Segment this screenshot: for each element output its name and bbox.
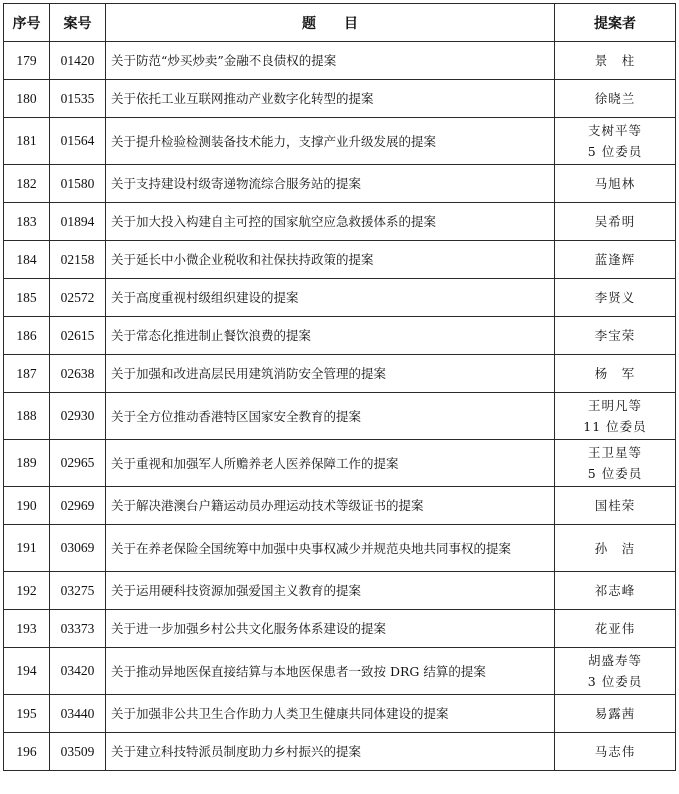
table-row: [4, 203, 676, 241]
proposer-cell: [555, 648, 676, 695]
case-cell: 03069: [50, 525, 106, 572]
table-row: [4, 648, 676, 695]
proposer-cell: [555, 118, 676, 165]
proposer-line: 杨 军: [594, 366, 636, 381]
proposer-cell: [555, 525, 676, 572]
case-cell: 02965: [50, 440, 106, 487]
table-row: [4, 572, 676, 610]
case-cell: 03275: [50, 572, 106, 610]
title-cell: 关于加强和改进高层民用建筑消防安全管理的提案: [106, 355, 555, 393]
case-cell: 01894: [50, 203, 106, 241]
table-row: [4, 42, 676, 80]
title-cell: 关于全方位推动香港特区国家安全教育的提案: [106, 393, 555, 440]
proposer-line: 蓝逢辉: [594, 252, 636, 267]
proposer-count: 5 位委员: [587, 144, 643, 159]
seq-cell: 185: [4, 279, 50, 317]
proposer-cell: [555, 733, 676, 771]
seq-cell: 179: [4, 42, 50, 80]
proposer-cell: [555, 610, 676, 648]
seq-cell: 190: [4, 487, 50, 525]
proposer-cell: [555, 80, 676, 118]
case-cell: 02615: [50, 317, 106, 355]
table-row: [4, 525, 676, 572]
proposer-cell: [555, 393, 676, 440]
proposer-cell: [555, 203, 676, 241]
proposer-cell: [555, 355, 676, 393]
proposer-count: 5 位委员: [587, 466, 643, 481]
proposer-line: 易露茜: [594, 706, 636, 721]
title-cell: 关于加大投入构建自主可控的国家航空应急救援体系的提案: [106, 203, 555, 241]
seq-cell: 189: [4, 440, 50, 487]
proposer-line: 李贤义: [594, 290, 636, 305]
table-row: [4, 241, 676, 279]
case-cell: 01535: [50, 80, 106, 118]
table-row: [4, 393, 676, 440]
proposer-line: 国桂荣: [594, 498, 636, 513]
proposer-line: 王明凡等: [587, 398, 642, 413]
table-row: [4, 733, 676, 771]
seq-cell: 196: [4, 733, 50, 771]
proposer-line: 祁志峰: [594, 583, 636, 598]
table-row: [4, 165, 676, 203]
title-cell: 关于延长中小微企业税收和社保扶持政策的提案: [106, 241, 555, 279]
proposer-cell: [555, 279, 676, 317]
title-cell: 关于依托工业互联网推动产业数字化转型的提案: [106, 80, 555, 118]
seq-cell: 188: [4, 393, 50, 440]
proposer-line: 支树平等: [587, 123, 642, 138]
proposer-line: 王卫星等: [587, 445, 642, 460]
proposer-line: 李宝荣: [594, 328, 636, 343]
seq-cell: 194: [4, 648, 50, 695]
title-cell: 关于建立科技特派员制度助力乡村振兴的提案: [106, 733, 555, 771]
proposer-line: 孙 洁: [594, 540, 636, 556]
case-cell: 01564: [50, 118, 106, 165]
title-cell: 关于重视和加强军人所赡养老人医养保障工作的提案: [106, 440, 555, 487]
seq-cell: 186: [4, 317, 50, 355]
title-cell: 关于推动异地医保直接结算与本地医保患者一致按 DRG 结算的提案: [106, 648, 555, 695]
seq-cell: 184: [4, 241, 50, 279]
header-seq: 序号: [4, 4, 50, 42]
proposer-line: 胡盛寿等: [587, 653, 642, 668]
proposer-line: 景 柱: [594, 53, 636, 68]
title-cell: 关于支持建设村级寄递物流综合服务站的提案: [106, 165, 555, 203]
seq-cell: 183: [4, 203, 50, 241]
header-proposer: 提案者: [555, 4, 676, 42]
proposer-count: 3 位委员: [587, 674, 643, 689]
header-case: 案号: [50, 4, 106, 42]
header-row: [4, 4, 676, 42]
proposer-cell: [555, 317, 676, 355]
title-cell: 关于运用硬科技资源加强爱国主义教育的提案: [106, 572, 555, 610]
case-cell: 02930: [50, 393, 106, 440]
seq-cell: 191: [4, 525, 50, 572]
title-cell: 关于高度重视村级组织建设的提案: [106, 279, 555, 317]
proposer-cell: [555, 487, 676, 525]
case-cell: 03440: [50, 695, 106, 733]
seq-cell: 180: [4, 80, 50, 118]
proposer-line: 马志伟: [594, 744, 636, 759]
proposer-count: 11 位委员: [583, 419, 647, 434]
proposer-cell: [555, 241, 676, 279]
table-row: [4, 695, 676, 733]
title-cell: 关于提升检验检测装备技术能力，支撑产业升级发展的提案: [106, 118, 555, 165]
header-title: 题 目: [106, 4, 555, 42]
case-cell: 02969: [50, 487, 106, 525]
title-cell: 关于常态化推进制止餐饮浪费的提案: [106, 317, 555, 355]
title-cell: 关于在养老保险全国统筹中加强中央事权减少并规范央地共同事权的提案: [106, 525, 555, 572]
case-cell: 02158: [50, 241, 106, 279]
title-cell: 关于进一步加强乡村公共文化服务体系建设的提案: [106, 610, 555, 648]
proposer-cell: [555, 165, 676, 203]
table-row: [4, 80, 676, 118]
seq-cell: 181: [4, 118, 50, 165]
seq-cell: 182: [4, 165, 50, 203]
seq-cell: 192: [4, 572, 50, 610]
proposer-cell: [555, 572, 676, 610]
proposer-line: 吴希明: [594, 214, 636, 229]
table-row: [4, 355, 676, 393]
case-cell: 02572: [50, 279, 106, 317]
case-cell: 01420: [50, 42, 106, 80]
table-row: [4, 487, 676, 525]
seq-cell: 195: [4, 695, 50, 733]
title-cell: 关于防范“炒买炒卖”金融不良债权的提案: [106, 42, 555, 80]
table-row: [4, 317, 676, 355]
proposer-cell: [555, 42, 676, 80]
proposal-table: [3, 3, 676, 771]
proposer-line: 马旭林: [594, 176, 636, 191]
case-cell: 03373: [50, 610, 106, 648]
case-cell: 01580: [50, 165, 106, 203]
table-row: [4, 279, 676, 317]
seq-cell: 193: [4, 610, 50, 648]
case-cell: 02638: [50, 355, 106, 393]
case-cell: 03509: [50, 733, 106, 771]
title-cell: 关于加强非公共卫生合作助力人类卫生健康共同体建设的提案: [106, 695, 555, 733]
proposer-line: 徐晓兰: [594, 91, 636, 106]
title-cell: 关于解决港澳台户籍运动员办理运动技术等级证书的提案: [106, 487, 555, 525]
table-row: [4, 440, 676, 487]
proposer-cell: [555, 695, 676, 733]
table-row: [4, 118, 676, 165]
proposer-line: 花亚伟: [594, 621, 636, 636]
table-row: [4, 610, 676, 648]
proposer-cell: [555, 440, 676, 487]
seq-cell: 187: [4, 355, 50, 393]
case-cell: 03420: [50, 648, 106, 695]
